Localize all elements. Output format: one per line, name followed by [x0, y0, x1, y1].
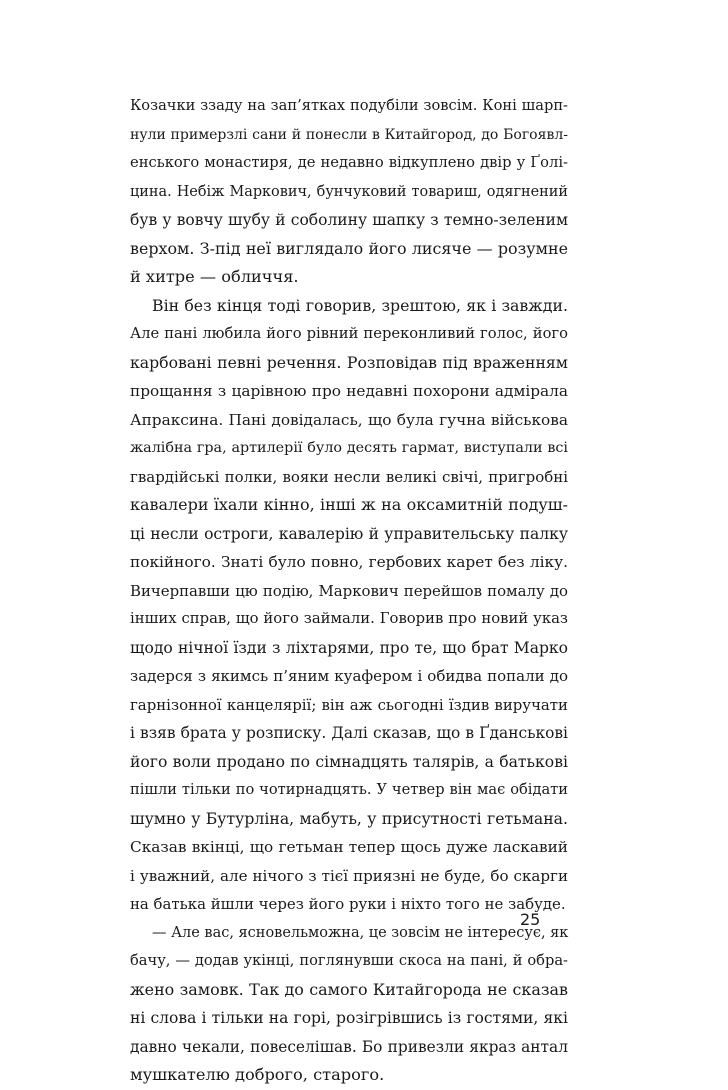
text-line: Сказав вкінці, що гетьман тепер щось дуже ласкавий	[130, 838, 568, 856]
text-line: карбовані певні речення. Розповідав під враженням	[130, 352, 568, 372]
text-line: Козачки ззаду на зап’ятках подубіли зовсім. Коні шарп-	[130, 97, 568, 114]
text-line: Вичерпавши цю подію, Маркович перейшов помалу до	[130, 581, 568, 600]
text-line: — Але вас, ясновельможна, це зовсім не інтересує, як	[152, 924, 569, 941]
text-line: інших справ, що його займали. Говорив про новий указ	[130, 610, 568, 627]
text-line: й хитре — обличчя.	[130, 267, 299, 286]
paragraph-2	[130, 292, 568, 919]
text-line: кавалери їхали кінно, інші ж на оксамитній подуш-	[130, 495, 568, 514]
page-number: 25	[520, 910, 541, 929]
text-line: енського монастиря, де недавно відкуплено двір у Ґолі-	[130, 154, 568, 171]
text-line: покійного. Знаті було повно, гербових карет без ліку.	[130, 553, 568, 571]
text-line: його воли продано по сімнадцять талярів, а батькові	[130, 752, 568, 771]
text-line: на батька йшли через його руки і ніхто того не забуде.	[130, 895, 566, 913]
body-text	[130, 92, 568, 1090]
text-line: Апраксина. Пані довідалась, що була гучна військова	[130, 410, 568, 429]
text-line: нули примерзлі сани й понесли в Китайгород, до Богоявл-	[130, 126, 568, 143]
text-line: ці несли остроги, кавалерію й управительську палку	[130, 524, 568, 543]
text-line: ні слова і тільки на горі, розігрівшись із гостями, які	[130, 1009, 568, 1027]
text-line: жено замовк. Так до самого Китайгорода не сказав	[130, 979, 568, 999]
text-line: і уважний, але нічого з тієї приязні не буде, бо скарги	[130, 866, 568, 885]
text-line: верхом. З-під неї виглядало його лисяче — розумне	[130, 238, 568, 258]
text-line: бачу, — додав укінці, поглянувши скоса на пані, й обра-	[130, 952, 568, 969]
text-line: і взяв брата у розписку. Далі сказав, що в Ґданськові	[130, 724, 568, 742]
text-line: Але пані любила його рівний переконливий голос, його	[130, 325, 568, 342]
text-line: шумно у Бутурліна, мабуть, у присутності гетьмана.	[130, 808, 568, 828]
text-line: жалібна гра, артилерії було десять гармат, виступали всі	[130, 440, 568, 456]
text-line: Він без кінця тоді говорив, зрештою, як і завжди.	[152, 295, 568, 315]
text-line: задерся з якимсь п’яним куафером і обидва попали до	[130, 667, 568, 685]
text-line: прощання з царівною про недавні похорони адмірала	[130, 382, 568, 400]
text-line: мушкателю доброго, старого.	[130, 1065, 385, 1084]
text-line: давно чекали, повеселішав. Бо привезли якраз антал	[130, 1037, 568, 1056]
text-line: гарнізонної канцелярії; він аж сьогодні їздив виручати	[130, 695, 568, 714]
text-line: був у вовчу шубу й соболину шапку з темно-зеленим	[130, 211, 568, 229]
paragraph-3	[130, 919, 568, 1090]
text-line: цина. Небіж Маркович, бунчуковий товариш, одягнений	[130, 183, 568, 200]
text-line: пішли тільки по чотирнадцять. У четвер він має обідати	[130, 781, 568, 798]
paragraph-1	[130, 92, 568, 292]
text-line: гвардійські полки, вояки несли великі свічі, пригробні	[130, 467, 568, 486]
text-line: щодо нічної їзди з ліхтарями, про те, що брат Марко	[130, 638, 568, 657]
